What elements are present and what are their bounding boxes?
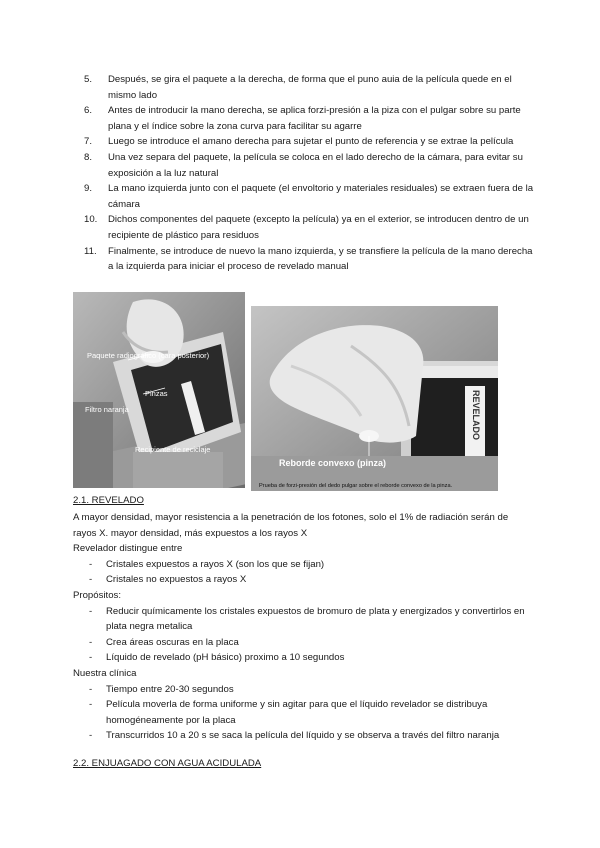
photo-film-packet-in-chamber [73,292,245,488]
list-item-text: Cristales expuestos a rayos X (son los que se fijan) [106,558,325,570]
photo-left-illustration [73,292,245,488]
dash-bullet: - [89,574,93,586]
photo-right-illustration [251,306,498,491]
step-text: Después, se gira el paquete a la derecha, de forma que el puno auia de la película quede en el mismo lado [108,74,512,101]
list-item [84,150,534,181]
list-item-text: Tiempo entre 20-30 segundos [106,683,234,695]
dash-bullet: - [89,636,93,648]
list-item-text: Crea áreas oscuras en la placa [106,636,239,648]
step-text: Luego se introduce el amano derecha para sujetar el punto de referencia y se extrae la película [108,136,514,148]
step-number: 8. [84,151,93,163]
label-revelado: REVELADO [471,390,481,441]
photo-thumb-pressure-on-clip [251,306,498,491]
list-item [84,181,534,212]
list-item-text: Película moverla de forma uniforme y sin agitar para que el líquido revelador se distribuya homogéneamente por la placa [106,699,488,726]
label-paquete: Paquete radiográfico (cara posterior) [87,351,210,360]
step-number: 5. [84,74,93,85]
list-item-text: Líquido de revelado (pH básico) proximo a 10 segundos [106,652,345,664]
step-text: La mano izquierda junto con el paquete (el envoltorio y materiales residuales) se extraen fuera de la cámara [108,183,534,210]
list-item [73,650,529,666]
list-item [73,572,529,588]
list-item [73,557,529,573]
list-item [84,103,534,134]
step-text: Dichos componentes del paquete (excepto la película) ya en el exterior, se introducen dentro de un recipiente de plástico para residuos [108,214,529,241]
step-text: Una vez separa del paquete, la película se coloca en el lado derecho de la cámara, para evitar su exposición a la luz natural [108,151,523,179]
label-filtro: Filtro naranja [85,405,129,414]
dash-bullet: - [89,652,93,664]
list-item-text: Cristales no expuestos a rayos X [106,574,247,586]
step-number: 10. [84,214,98,226]
list-item [84,212,534,243]
step-number: 7. [84,136,93,148]
list-item [84,72,534,103]
list-item [84,134,534,150]
dash-bullet: - [89,699,93,711]
dash-bullet: - [89,730,93,742]
dash-bullet: - [89,605,93,617]
list-item [73,728,529,744]
section-heading-enjuagado: 2.2. ENJUAGADO CON AGUA ACIDULADA [73,758,262,769]
figure-caption: Prueba de forzi-presión del dedo pulgar sobre el reborde convexo de la pinza. [259,483,453,489]
clinica-list [73,682,529,744]
list-item [73,635,529,651]
list-item [73,682,529,698]
dash-bullet: - [89,683,93,695]
step-number: 11. [84,245,97,257]
revelador-title: Revelador distingue entre [73,543,183,555]
intro-paragraph: A mayor densidad, mayor resistencia a la penetración de los fotones, solo el 1% de radiación serán de rayos X. mayor densidad, más expuestos a los rayos X [73,512,509,539]
dash-bullet: - [89,558,93,570]
propositos-title: Propósitos: [73,589,121,601]
revelador-list [73,557,529,588]
label-reborde: Reborde convexo (pinza) [279,458,387,468]
numbered-steps-list [84,72,534,275]
step-text: Finalmente, se introduce de nuevo la mano izquierda, y se transfiere la película de la mano derecha a la izquierda para iniciar el proceso de revelado manual [108,245,533,273]
list-item [73,604,529,635]
clinica-title: Nuestra clínica [73,667,137,679]
section-heading-revelado: 2.1. REVELADO [73,495,144,506]
label-pinzas: Pinzas [145,389,168,398]
list-item [73,697,529,728]
step-number: 6. [84,105,93,117]
label-recipiente: Recipiente de reciclaje [135,445,211,454]
step-text: Antes de introducir la mano derecha, se aplica forzi-presión a la piza con el pulgar sobre su parte plana y el índice sobre la zona curva para facilitar su agarre [108,105,521,132]
list-item-text: Reducir químicamente los cristales expuestos de bromuro de plata y energizados y convertirlos en plata negra metalica [106,605,525,633]
propositos-list [73,604,529,666]
list-item-text: Transcurridos 10 a 20 s se saca la película del líquido y se observa a través del filtro naranja [106,730,500,742]
list-item [84,244,534,275]
section-body-revelado [73,510,529,744]
photo-row [73,292,499,492]
step-number: 9. [84,183,93,195]
